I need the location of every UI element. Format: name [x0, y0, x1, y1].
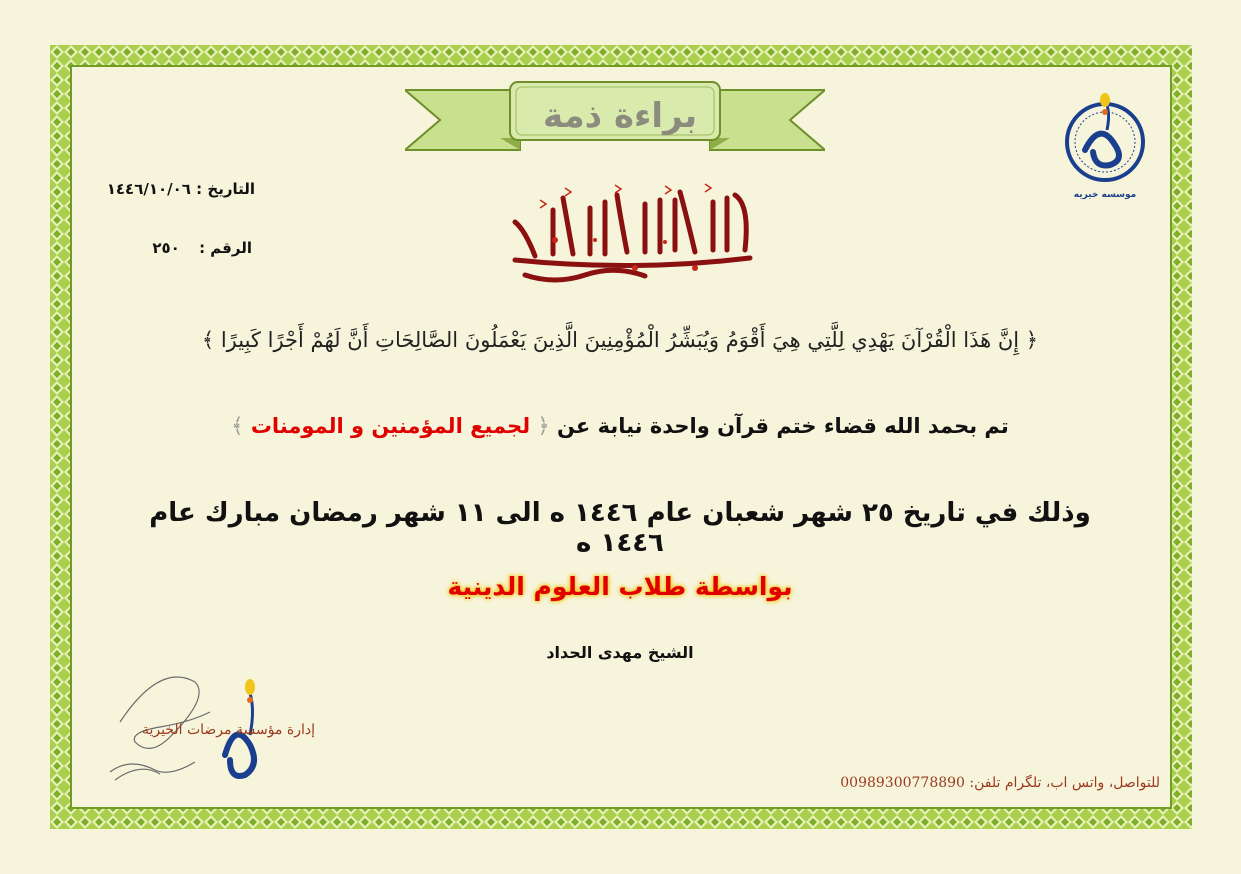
- number-value: ٢٥٠: [152, 239, 180, 257]
- quran-verse: ﴿ إِنَّ هَذَا الْقُرْآنَ يَهْدِي لِلَّتِي هِيَ أَقْوَمُ وَيُبَشِّرُ الْمُؤْمِنِينَ الَّذِينَ يَعْمَلُونَ الصَّالِحَاتِ أَنَّ لَهُمْ أَجْرًا كَبِيرًا ﴾: [201, 328, 1039, 352]
- beneficiaries: لجميع المؤمنين و المومنات: [250, 414, 531, 438]
- date-range-statement: وذلك في تاريخ ٢٥ شهر شعبان عام ١٤٤٦ ه الى ١١ شهر رمضان مبارك عام ١٤٤٦ ه: [149, 498, 1091, 558]
- sheikh-name: الشيخ مهدى الحداد: [546, 643, 694, 662]
- number-row: [80, 239, 252, 257]
- date-label: التاريخ :: [196, 180, 255, 198]
- charity-logo: [1055, 90, 1155, 205]
- ornament-close: ﴾: [231, 414, 244, 438]
- performed-by: بواسطة طلاب العلوم الدينية: [447, 572, 793, 601]
- ornament-open: ﴿: [537, 414, 550, 438]
- date-row: [80, 180, 255, 198]
- completion-text: تم بحمد الله قضاء ختم قرآن واحدة نيابة عن: [557, 414, 1009, 438]
- date-value: ١٤٤٦/١٠/٠٦: [106, 180, 191, 198]
- completion-statement: [200, 414, 1040, 438]
- number-label: الرقم :: [199, 239, 252, 257]
- management-signature: إدارة مؤسسة مرضات الخيرية: [141, 722, 315, 738]
- logo-caption: موسسه خيريه: [1073, 190, 1137, 200]
- certificate-title: براءة ذمة: [543, 96, 697, 136]
- bismillah-calligraphy: [495, 180, 765, 290]
- contact-info: للتواصل، واتس اب، تلگرام تلفن: 00989300778890: [840, 775, 1160, 791]
